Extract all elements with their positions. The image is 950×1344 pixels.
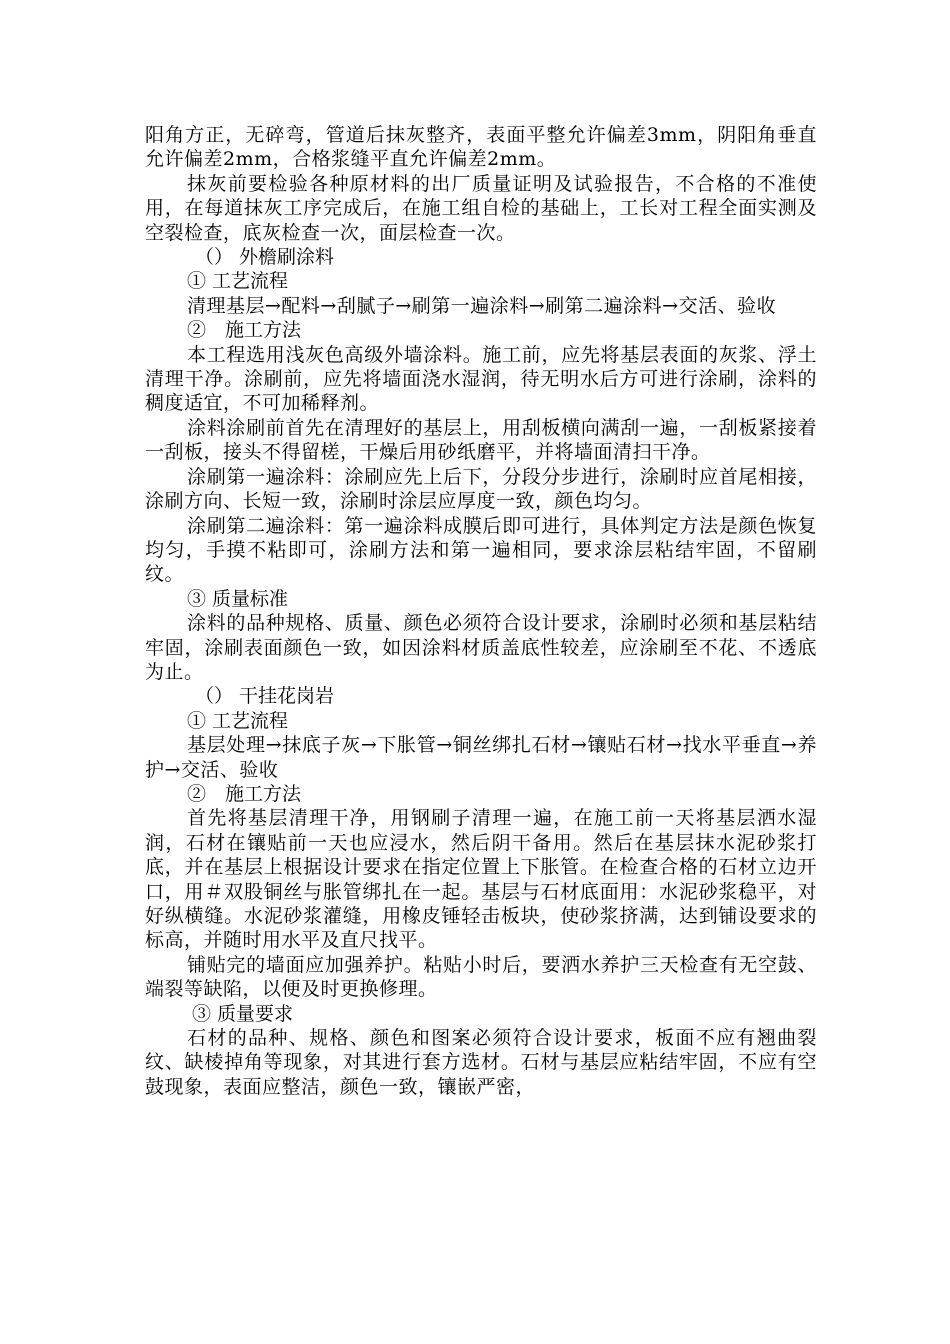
paragraph-granite-quality: 石材的品种、规格、颜色和图案必须符合设计要求，板面不应有翘曲裂纹、缺棱掉角等现象，对其进行套方选材。石材与基层应粘结牢固，不应有空鼓现象，表面应整洁，颜色一致，镶嵌严密， [145, 1027, 817, 1098]
paragraph-paint-intro: 本工程选用浅灰色高级外墙涂料。施工前，应先将基层表面的灰浆、浮土清理干净。涂刷前，应先将墙面浇水湿润，待无明水后方可进行涂刷，涂料的稠度适宜，不可加稀释剂。 [145, 343, 817, 415]
paragraph-granite-curing: 铺贴完的墙面应加强养护。粘贴小时后，要洒水养护三天检查有无空鼓、端裂等缺陷，以便及时更换修理。 [145, 953, 817, 1001]
subheading-granite-quality: ③ 质量要求 [192, 1002, 294, 1025]
subheading-construction-method: ② 施工方法 [187, 319, 302, 342]
subheading-quality-standard: ③ 质量标准 [187, 587, 289, 610]
paragraph-second-coat: 涂刷第二遍涂料：第一遍涂料成膜后即可进行，具体判定方法是颜色恢复均匀，手摸不粘即可，涂刷方法和第一遍相同，要求涂层粘结牢固，不留刷纹。 [145, 514, 817, 586]
subheading-process-flow: ① 工艺流程 [187, 270, 289, 293]
paragraph-putty: 涂料涂刷前首先在清理好的基层上，用刮板横向满刮一遍，一刮板紧接着一刮板，接头不得留槎，干燥后用砂纸磨平，并将墙面清扫干净。 [145, 416, 817, 464]
paragraph-material-inspection: 抹灰前要检验各种原材料的出厂质量证明及试验报告，不合格的不准使用，在每道抹灰工序完成后，在施工组自检的基础上，工长对工程全面实测及空裂检查，底灰检查一次，面层检查一次。 [145, 172, 817, 244]
document-body [145, 123, 817, 1099]
section-heading-exterior-paint: （） 外檐刷涂料 [195, 246, 335, 269]
paragraph-first-coat: 涂刷第一遍涂料：涂刷应先上后下，分段分步进行，涂刷时应首尾相接，涂刷方向、长短一致，涂刷时涂层应厚度一致，颜色均匀。 [145, 465, 817, 513]
paragraph-granite-process: 基层处理→抹底子灰→下胀管→铜丝绑扎石材→镶贴石材→找水平垂直→养护→交活、验收 [145, 734, 817, 781]
paragraph-paint-process: 清理基层→配料→刮腻子→刷第一遍涂料→刷第二遍涂料→交活、验收 [187, 294, 777, 317]
paragraph-granite-method: 首先将基层清理干净，用钢刷子清理一遍，在施工前一天将基层洒水湿润，石材在镶贴前一天也应浸水，然后阴干备用。然后在基层抹水泥砂浆打底，并在基层上根据设计要求在指定位置上下胀管。在检查合格的石材立边开口，用＃双股铜丝与胀管绑扎在一起。基层与石材底面用：水泥砂浆稳平，对好纵横缝。水泥砂浆灌缝，用橡皮锤轻击板块，使砂浆挤满，达到铺设要求的标高，并随时用水平及直尺找平。 [145, 807, 817, 952]
subheading-granite-method: ② 施工方法 [187, 782, 302, 805]
paragraph-plaster-tolerance: 阳角方正，无碎弯，管道后抹灰整齐，表面平整允许偏差3mm，阴阳角垂直允许偏差2mm，合格浆缝平直允许偏差2mm。 [145, 124, 817, 171]
section-heading-granite: （） 干挂花岗岩 [195, 685, 335, 708]
paragraph-paint-quality: 涂料的品种规格、质量、颜色必须符合设计要求，涂刷时必须和基层粘结牢固，涂刷表面颜色一致，如因涂料材质盖底性较差，应涂刷至不花、不透底为止。 [145, 612, 817, 683]
subheading-granite-process-flow: ① 工艺流程 [187, 709, 289, 732]
